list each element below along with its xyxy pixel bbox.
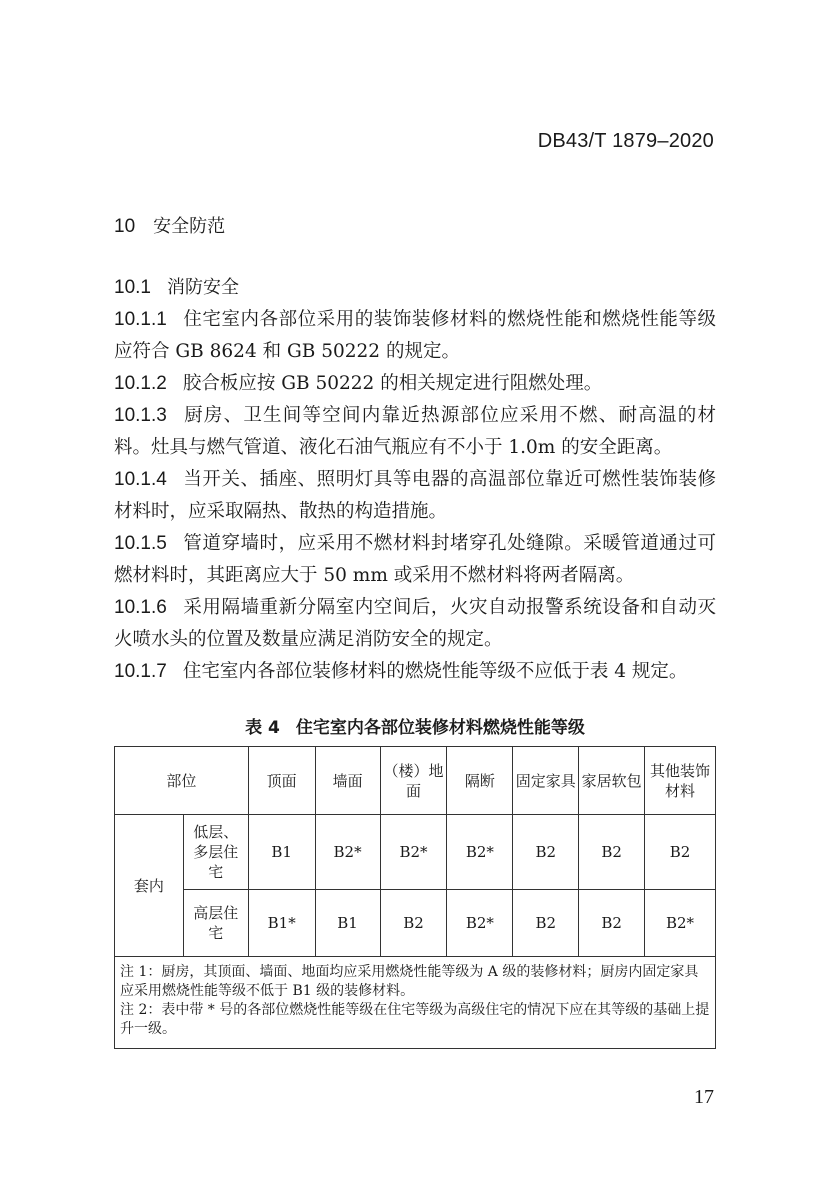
table-notes-row — [115, 957, 716, 1049]
clause-10-1-2 — [114, 368, 716, 400]
clause-10-1-7 — [114, 656, 716, 688]
table-cell: B2 — [645, 815, 716, 890]
clause-number: 10.1.1 — [114, 309, 167, 330]
group-label-cell: 套内 — [115, 815, 184, 957]
row-label-cell: 低层、多层住宅 — [183, 815, 248, 890]
table-cell: B2* — [380, 815, 447, 890]
header-cell: 顶面 — [248, 747, 315, 815]
document-body — [114, 272, 716, 688]
section-heading — [114, 212, 225, 238]
document-code: DB43/T 1879–2020 — [537, 130, 714, 152]
table-note: 注 1：厨房，其顶面、墙面、地面均应采用燃烧性能等级为 A 级的装修材料；厨房内固定家具应采用燃烧性能等级不低于 B1 级的装修材料。 — [120, 964, 699, 999]
header-cell: 墙面 — [315, 747, 380, 815]
header-cell: 家居软包 — [579, 747, 645, 815]
table-cell: B2* — [645, 890, 716, 957]
page-number: 17 — [694, 1086, 714, 1108]
clause-number: 10.1.2 — [114, 373, 167, 394]
clause-10-1-3 — [114, 400, 716, 464]
clause-10-1-1 — [114, 304, 716, 368]
table-cell: B2 — [380, 890, 447, 957]
fire-rating-table — [114, 746, 716, 1049]
clause-number: 10.1.3 — [114, 405, 167, 426]
table-cell: B1 — [315, 890, 380, 957]
clause-text: 采用隔墙重新分隔室内空间后，火灾自动报警系统设备和自动灭火喷水头的位置及数量应满足消防安全的规定。 — [114, 597, 716, 650]
clause-number: 10.1.7 — [114, 661, 167, 682]
section-number: 10 — [114, 216, 136, 237]
clause-text: 住宅室内各部位采用的装饰装修材料的燃烧性能和燃烧性能等级应符合 GB 8624 和 GB 50222 的规定。 — [114, 309, 716, 362]
table-cell: B1* — [248, 890, 315, 957]
subsection-heading — [114, 272, 716, 304]
section-title: 安全防范 — [153, 216, 226, 237]
table-cell: B1 — [248, 815, 315, 890]
header-cell: 隔断 — [447, 747, 513, 815]
table-cell: B2 — [513, 815, 579, 890]
clause-10-1-4 — [114, 464, 716, 528]
subsection-number: 10.1 — [114, 277, 151, 298]
table-header-row — [115, 747, 716, 815]
table-title: 住宅室内各部位装修材料燃烧性能等级 — [295, 718, 585, 738]
header-cell: （楼）地面 — [380, 747, 447, 815]
table-cell: B2* — [447, 815, 513, 890]
table-cell: B2* — [447, 890, 513, 957]
table-cell: B2 — [513, 890, 579, 957]
header-cell: 固定家具 — [513, 747, 579, 815]
clause-text: 胶合板应按 GB 50222 的相关规定进行阻燃处理。 — [182, 373, 603, 394]
clause-text: 当开关、插座、照明灯具等电器的高温部位靠近可燃性装饰装修材料时，应采取隔热、散热的构造措施。 — [114, 469, 716, 522]
clause-10-1-5 — [114, 528, 716, 592]
clause-text: 住宅室内各部位装修材料的燃烧性能等级不应低于表 4 规定。 — [182, 661, 688, 682]
clause-number: 10.1.5 — [114, 533, 167, 554]
table-notes-cell — [115, 957, 716, 1049]
subsection-title: 消防安全 — [166, 277, 239, 298]
table-caption — [114, 713, 716, 738]
clause-number: 10.1.6 — [114, 597, 167, 618]
clause-10-1-6 — [114, 592, 716, 656]
clause-number: 10.1.4 — [114, 469, 167, 490]
table-note: 注 2：表中带 * 号的各部位燃烧性能等级在住宅等级为高级住宅的情况下应在其等级的基础上提升一级。 — [120, 1002, 710, 1037]
table-number: 表 4 — [245, 718, 280, 738]
table-cell: B2* — [315, 815, 380, 890]
table-row — [115, 815, 716, 890]
table-cell: B2 — [579, 890, 645, 957]
header-cell: 其他装饰材料 — [645, 747, 716, 815]
table-cell: B2 — [579, 815, 645, 890]
clause-text: 管道穿墙时，应采用不燃材料封堵穿孔处缝隙。采暖管道通过可燃材料时，其距离应大于 50 mm 或采用不燃材料将两者隔离。 — [114, 533, 716, 586]
table-row — [115, 890, 716, 957]
row-label-cell: 高层住宅 — [183, 890, 248, 957]
clause-text: 厨房、卫生间等空间内靠近热源部位应采用不燃、耐高温的材料。灶具与燃气管道、液化石油气瓶应有不小于 1.0m 的安全距离。 — [114, 405, 716, 458]
header-cell-location: 部位 — [115, 747, 249, 815]
